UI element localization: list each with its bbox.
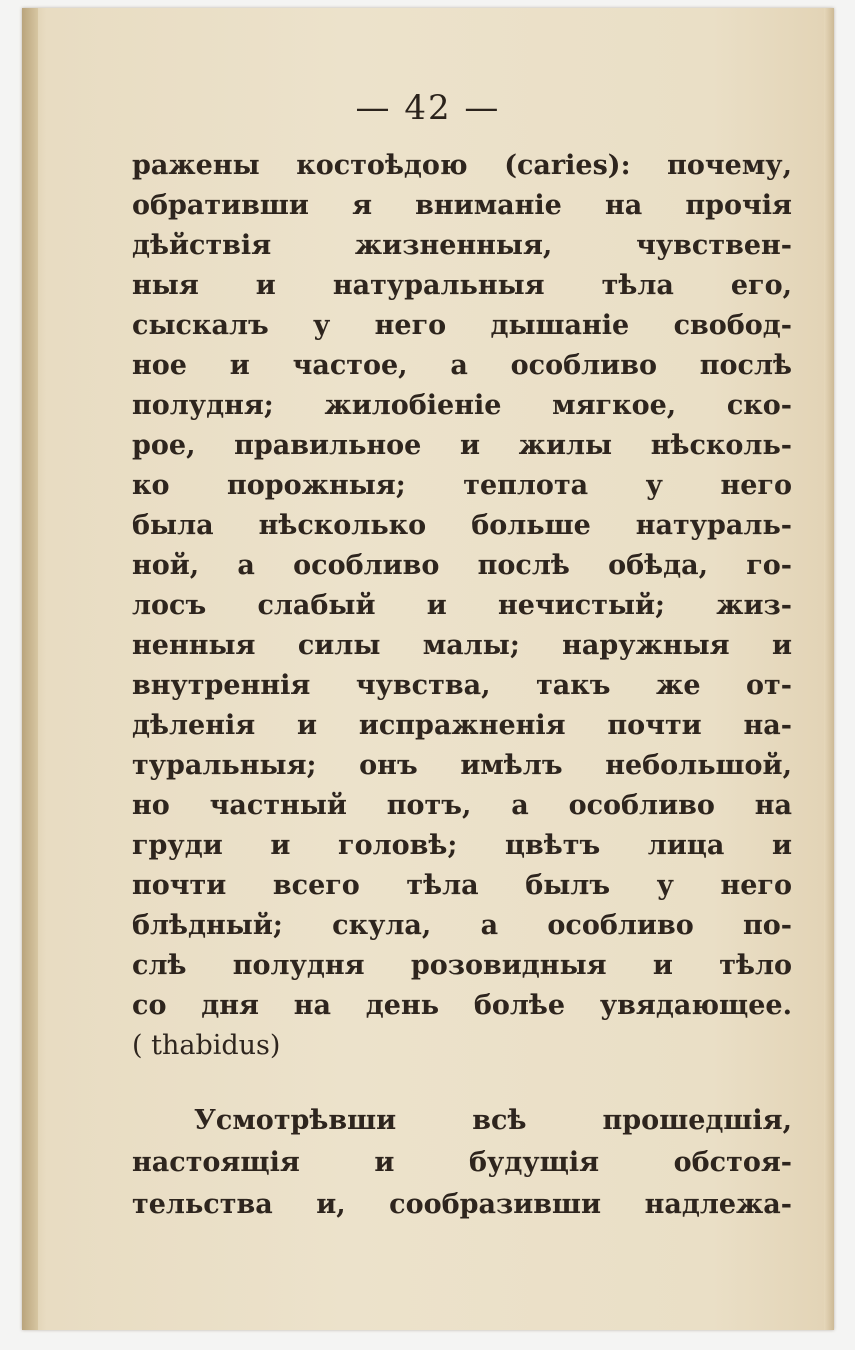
text-line: рое, правильное и жилы нѣсколь- [132, 430, 792, 461]
text-line: блѣдный; скула, а особливо по- [132, 910, 792, 941]
text-line: полудня; жилобіеніе мягкое, ско- [132, 390, 792, 421]
text-line: почти всего тѣла былъ у него [132, 870, 792, 901]
text-line: лосъ слабый и нечистый; жиз- [132, 590, 792, 621]
text-line: слѣ полудня розовидныя и тѣло [132, 950, 792, 981]
text-line: ной, а особливо послѣ обѣда, го- [132, 550, 792, 581]
text-line: сыскалъ у него дышаніе свобод- [132, 310, 792, 341]
text-line: ное и частое, а особливо послѣ [132, 350, 792, 381]
text-line: ко порожныя; теплота у него [132, 470, 792, 501]
text-line: внутреннія чувства, такъ же от- [132, 670, 792, 701]
text-line: настоящія и будущія обстоя- [132, 1147, 792, 1178]
text-line: но частный потъ, а особливо на [132, 790, 792, 821]
text-line: туральныя; онъ имѣлъ небольшой, [132, 750, 792, 781]
text-line: дѣйствія жизненныя, чувствен- [132, 230, 792, 261]
book-page [22, 8, 834, 1330]
page-number: — 42 — [355, 88, 501, 128]
text-line: груди и головѣ; цвѣтъ лица и [132, 830, 792, 861]
paragraph-1 [132, 146, 792, 1066]
text-line: ражены костоѣдою (caries): почему, [132, 150, 792, 181]
text-line: была нѣсколько больше натураль- [132, 510, 792, 541]
text-line: Усмотрѣвши всѣ прошедшія, [194, 1105, 792, 1136]
latin-term: ( thabidus) [132, 1030, 281, 1061]
text-line: обративши я вниманіе на прочія [132, 190, 792, 221]
text-line: ныя и натуральныя тѣла его, [132, 270, 792, 301]
text-line: тельства и, сообразивши надлежа- [132, 1189, 792, 1220]
text-line: со дня на день болѣе увядающее. [132, 990, 792, 1021]
text-line: ненныя силы малы; наружныя и [132, 630, 792, 661]
text-line: дѣленія и испражненія почти на- [132, 710, 792, 741]
paragraph-2 [132, 1100, 792, 1226]
